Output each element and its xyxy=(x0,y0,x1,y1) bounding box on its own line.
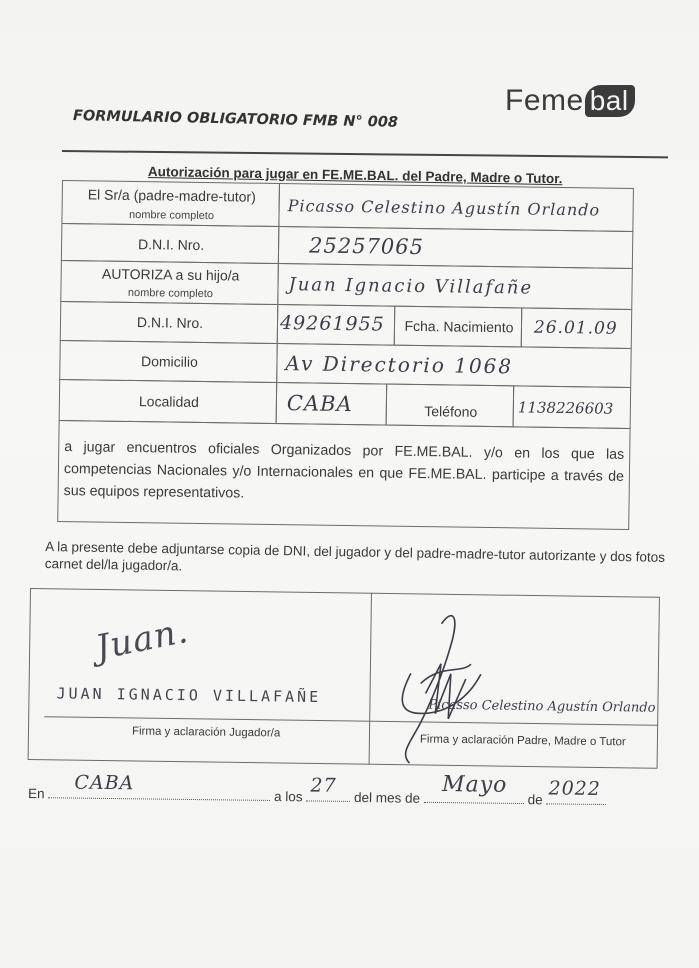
birth-label: Fcha. Nacimiento xyxy=(404,317,514,336)
date-line xyxy=(27,771,668,809)
place-value: CABA xyxy=(74,771,135,795)
city-value: CABA xyxy=(286,391,353,417)
month-value: Mayo xyxy=(441,772,508,798)
femebal-logo xyxy=(505,84,635,118)
month-field xyxy=(424,772,524,804)
player-signature: Juan. xyxy=(92,610,192,669)
authorization-title: Autorización para jugar en FE.ME.BAL. del Padre, Madre o Tutor. xyxy=(147,164,563,187)
authorization-table xyxy=(57,180,634,552)
parent-dni-cell xyxy=(278,226,633,269)
child-label: AUTORIZA a su hijo/a xyxy=(101,265,240,284)
place-field xyxy=(48,771,270,801)
date-prefix: En xyxy=(27,786,45,802)
header-rule xyxy=(62,150,668,158)
player-caption: Firma y aclaración Jugador/a xyxy=(131,725,281,740)
signature-table xyxy=(28,588,660,769)
city-cell xyxy=(276,382,388,426)
year-field xyxy=(546,777,606,805)
parent-name-value: Picasso Celestino Agustín Orlando xyxy=(287,196,601,220)
city-label-cell xyxy=(59,379,278,424)
address-label: Domicilio xyxy=(140,353,198,370)
child-dni-label-cell xyxy=(60,301,279,344)
child-label-cell xyxy=(60,260,279,305)
birth-label-cell xyxy=(394,306,523,348)
phone-label-cell xyxy=(386,384,515,428)
form-title: FORMULARIO OBLIGATORIO FMB N° 008 xyxy=(72,108,399,131)
date-de: de xyxy=(527,792,543,808)
attachment-note: A la presente debe adjuntarse copia de DNI, del jugador y del padre-madre-tutor autorizante y dos fotos carnet del/la jugador/a. xyxy=(44,539,666,574)
parent-clarification: Picasso Celestino Agustín Orlando xyxy=(428,697,656,716)
address-label-cell xyxy=(59,340,278,383)
address-value: Av Directorio 1068 xyxy=(285,351,514,379)
parent-name-cell xyxy=(278,183,634,232)
city-label: Localidad xyxy=(138,393,199,410)
parent-dni-value: 25257065 xyxy=(308,233,425,260)
address-cell xyxy=(276,343,632,388)
phone-cell xyxy=(513,385,632,429)
child-dni-cell xyxy=(277,304,396,346)
authorization-paragraph: a jugar encuentros oficiales Organizados por FE.ME.BAL. y/o en los que las competencias Nacionales y/o Internacionales en que FE.ME.BAL. participe a través de sus equipos representativos. xyxy=(63,439,625,502)
child-name-cell xyxy=(277,263,633,310)
child-dni-value: 49261955 xyxy=(279,312,385,336)
child-sublabel: nombre completo xyxy=(127,286,214,301)
player-clarification: JUAN IGNACIO VILLAFAÑE xyxy=(56,684,322,707)
year-value: 2022 xyxy=(548,777,602,800)
parent-label-cell xyxy=(61,180,280,227)
parent-label: El Sr/a (padre-madre-tutor) xyxy=(87,186,256,205)
date-del-mes: del mes de xyxy=(353,789,421,806)
day-field xyxy=(306,774,350,802)
child-name-value: Juan Ignacio Villafañe xyxy=(288,274,534,299)
birth-date-cell xyxy=(521,307,633,349)
phone-label: Teléfono xyxy=(424,403,478,420)
phone-value: 1138226603 xyxy=(517,398,614,418)
child-dni-label: D.N.I. Nro. xyxy=(136,314,204,331)
parent-caption: Firma y aclaración Padre, Madre o Tutor xyxy=(419,733,626,749)
parent-dni-label: D.N.I. Nro. xyxy=(137,236,205,253)
birth-date-value: 26.01.09 xyxy=(533,317,618,339)
parent-sublabel: nombre completo xyxy=(128,208,215,223)
day-value: 27 xyxy=(310,774,337,797)
logo-text: Feme xyxy=(505,84,584,117)
parent-dni-label-cell xyxy=(61,223,280,264)
date-a-los: a los xyxy=(273,789,303,805)
logo-box-text: bal xyxy=(585,85,635,117)
